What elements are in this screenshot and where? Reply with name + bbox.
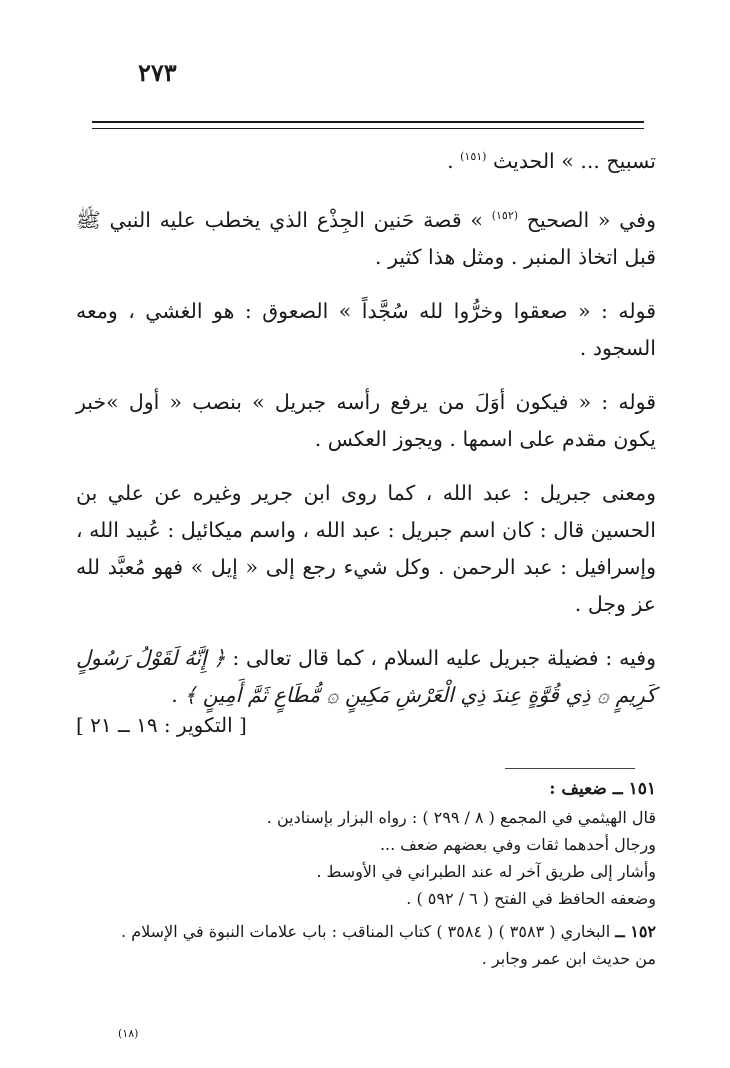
footnote-152-text: البخاري ( ٣٥٨٣ ) ( ٣٥٨٤ ) كتاب المناقب : باب علامات النبوة في الإسلام . [121,922,611,941]
footnote-151-line: وأشار إلى طريق آخر له عند الطبراني في الأوسط . [316,862,656,881]
page-number: ٢٧٣ [138,58,177,87]
paragraph-1: تسبيح ... » الحديث $^{(١٥١)}$ . [447,148,656,173]
footnote-separator [505,768,635,769]
quran-reference: [ التكوير : ١٩ ــ ٢١ ] [76,713,247,737]
footnote-152-number: ١٥٢ ــ [615,922,656,941]
footnote-151-line: ورجال أحدهما ثقات وفي بعضهم ضعف ... [379,835,656,854]
signature-mark: (١٨) [118,1027,139,1040]
header-rule-thick [92,121,644,123]
footnote-151-line: وضعفه الحافظ في الفتح ( ٦ / ٥٩٢ ) . [406,889,656,908]
paragraph-2: وفي « الصحيح $^{(١٥٢)}$ » قصة حَنين الجِذْع الذي يخطب عليه النبي ﷺ قبل اتخاذ المنبر . ومثل هذا كثير . [76,207,656,269]
paragraph-6: وفيه : فضيلة جبريل عليه السلام ، كما قال تعالى : ﴿ إِنَّهُ لَقَوْلُ رَسُولٍ كَرِيمٍ ۞ ذِي قُوَّةٍ عِندَ ذِي الْعَرْشِ مَكِينٍ ۞ مُّطَاعٍ ثَمَّ أَمِينٍ ﴾ . [76,645,656,707]
quran-verse: ﴿ إِنَّهُ لَقَوْلُ رَسُولٍ كَرِيمٍ ۞ ذِي قُوَّةٍ عِندَ ذِي الْعَرْشِ مَكِينٍ ۞ مُّطَاعٍ ثَمَّ أَمِينٍ ﴾ [76,645,656,707]
footnote-151-line: قال الهيثمي في المجمع ( ٨ / ٢٩٩ ) : رواه البزار بإسنادين . [266,808,656,827]
footnote-151-heading: ١٥١ ــ ضعيف : [549,779,656,799]
footnote-152-line: من حديث ابن عمر وجابر . [481,949,656,968]
footnote-ref-152: (١٥٢) [491,208,519,222]
footnote-152 [76,918,656,945]
main-text [76,138,656,718]
paragraph-3: قوله : « صعقوا وخرُّوا لله سُجَّداً » الصعوق : هو الغشي ، ومعه السجود . [76,298,656,360]
footnote-ref-151: (١٥١) [460,150,487,163]
paragraph-4: قوله : « فيكون أوَلَ من يرفع رأسه جبريل » بنصب « أول »خبر يكون مقدم على اسمها . ويجوز العكس . [76,389,656,451]
header-rule-thin [92,128,644,129]
paragraph-5: ومعنى جبريل : عبد الله ، كما روى ابن جرير وغيره عن علي بن الحسين قال : كان اسم جبريل : عبد الله ، واسم ميكائيل : عُبيد الله ، وإسرافيل : عبد الرحمن . وكل شيء رجع إلى « إيل » فهو مُعبَّد لله عز وجل . [76,480,656,616]
footnotes [76,776,656,972]
